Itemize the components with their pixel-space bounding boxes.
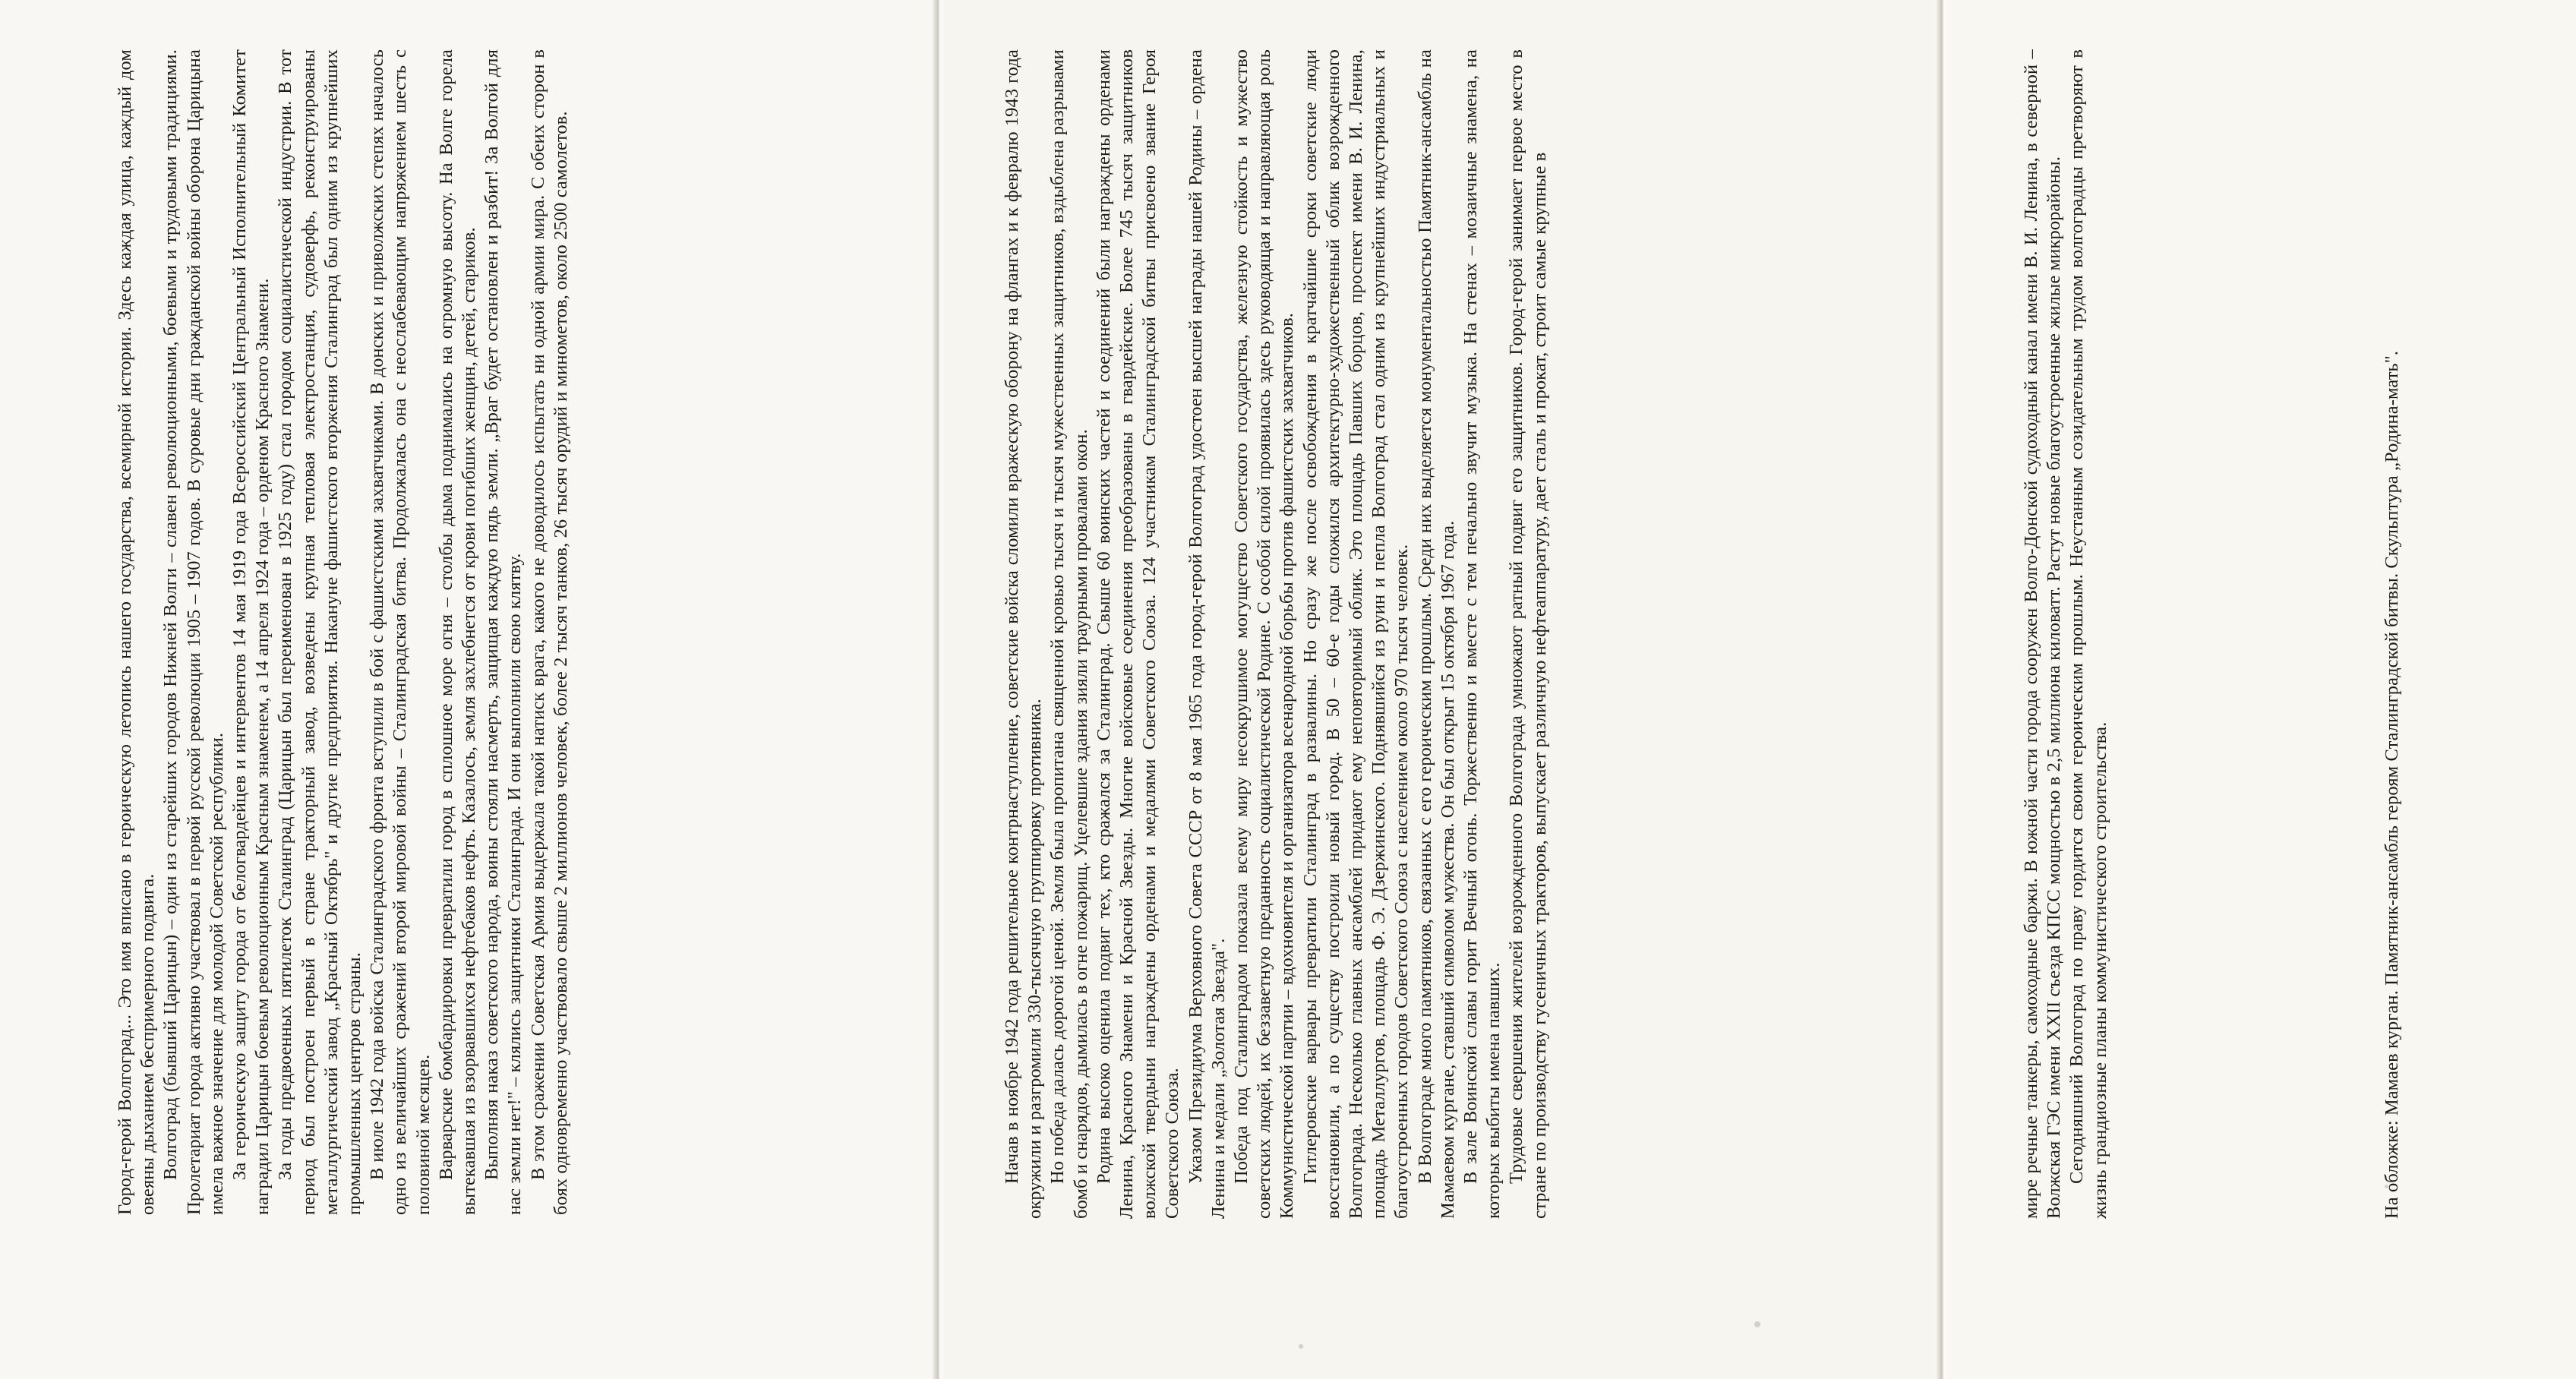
paragraph: Указом Президиума Верховного Совета СССР от 8 мая 1965 года город-герой Волгоград удостоен высшей награды нашей Родины – ордена Ленина и медали „Золотая Звезда".: [1185, 49, 1229, 1219]
paragraph: Варварские бомбардировки превратили город в сплошное море огня – столбы дыма поднимались на огромную высоту. На Волге горела вытекавшая из взорвавшихся нефтебаков нефть. Казалось, земля захлебнется от крови погибших женщин, детей, стариков.: [435, 49, 480, 1215]
paragraph: В зале Воинской славы горит Вечный огонь. Торжественно и вместе с тем печально звучит музыка. На стенах – мозаичные знамена, на которых выбиты имена павших.: [1460, 49, 1504, 1219]
fold-crease-right: [1936, 0, 1949, 1379]
paper-speck: [2385, 1185, 2388, 1188]
paragraph: Сегодняшний Волгоград по праву гордится своим героическим прошлым. Неустанным созидательным трудом волгоградцы претворяют в жизнь грандиозные планы коммунистического строительства.: [2066, 49, 2110, 1219]
caption-text: На обложке: Мамаев курган. Памятник-ансамбль героям Сталинградской битвы. Скульптура „Родина-мать".: [2382, 350, 2402, 1219]
paragraph: Родина высоко оценила подвиг тех, кто сражался за Сталинград. Свыше 60 воинских частей и соединений были награждены орденами Ленина, Красного Знамени и Красной Звезды. Многие войсковые соединения преобразованы в гвардейские. Более 745 тысяч защитников волжской твердыни награждены орденами и медалями Советского Союза. 124 участникам Сталинградской битвы присвоено звание Героя Советского Союза.: [1093, 49, 1183, 1219]
paragraph: Победа под Сталинградом показала всему миру несокрушимое могущество Советского государства, железную стойкость и мужество советских людей, их беззаветную преданность социалистической Родине. С особой силой проявилась здесь руководящая и направляющая роль Коммунистической партии – вдохновителя и организатора всенародной борьбы против фашистских захватчиков.: [1231, 49, 1298, 1219]
paper-speck: [1754, 1321, 1760, 1327]
paragraph: Трудовые свершения жителей возрожденного Волгограда умножают ратный подвиг его защитников. Город-герой занимает первое место в стране по производству гусеничных тракторов, выпускает различную нефтеаппаратуру, дает сталь и прокат, строит самые крупные в: [1506, 49, 1550, 1219]
cover-caption: [2381, 49, 2404, 1219]
text-column-middle: [1001, 49, 1552, 1219]
text-column-left: [114, 49, 573, 1215]
paragraph: Выполняя наказ советского народа, воины стояли насмерть, защищая каждую пядь земли. „Враг будет остановлен и разбит! За Волгой для нас земли нет!" – клялись защитники Сталинграда. И они выполнили свою клятву.: [481, 49, 526, 1215]
paragraph: Начав в ноябре 1942 года решительное контрнаступление, советские войска сломили вражескую оборону на флангах и к февралю 1943 года окружили и разгромили 330-тысячную группировку противника.: [1002, 49, 1046, 1219]
paragraph: Но победа далась дорогой ценой. Земля была пропитана священной кровью тысяч и тысяч мужественных защитников, вздыблена разрывами бомб и снарядов, дымилась в огне пожарищ. Уцелевшие здания зияли траурными провалами окон.: [1047, 49, 1091, 1219]
fold-crease-left: [932, 0, 945, 1379]
paragraph: За годы предвоенных пятилеток Сталинград (Царицын был переименован в 1925 году) стал городом социалистической индустрии. В тот период был построен первый в стране тракторный завод, возведены крупная тепловая электростанция, судоверфь, реконструированы металлургический завод „Красный Октябрь" и другие предприятия. Накануне фашистского вторжения Сталинград был одним из крупнейших промышленных центров страны.: [275, 49, 365, 1215]
text-column-right: [2020, 49, 2112, 1219]
paragraph: За героическую защиту города от белогвардейцев и интервентов 14 мая 1919 года Всероссийский Центральный Исполнительный Комитет наградил Царицын боевым революционным Красным знаменем, а 14 апреля 1924 года – орденом Красного Знамени.: [229, 49, 273, 1215]
paragraph: Город-герой Волгоград... Это имя вписано в героическую летопись нашего государства, всемирной истории. Здесь каждая улица, каждый дом овеяны дыханием беспримерного подвига.: [115, 49, 159, 1215]
paragraph: Гитлеровские варвары превратили Сталинград в развалины. Но сразу же после освобождения в кратчайшие сроки советские люди восстановили, а по существу построили новый город. В 50 – 60-е годы сложился архитектурно-художественный облик возрожденного Волгограда. Несколько главных ансамблей придают ему неповторимый облик. Это площадь Павших борцов, проспект имени В. И. Ленина, площадь Металлургов, площадь Ф. Э. Дзержинского. Поднявшийся из руин и пепла Волгоград стал одним из крупнейших индустриальных и благоустроенных городов Советского Союза с населением около 970 тысяч человек.: [1299, 49, 1413, 1219]
paragraph: Волгоград (бывший Царицын) – один из старейших городов Нижней Волги – славен революционными, боевыми и трудовыми традициями. Пролетариат города активно участвовал в первой русской революции 1905 – 1907 годов. В суровые дни гражданской войны оборона Царицына имела важное значение для молодой Советской республики.: [160, 49, 227, 1215]
paragraph: мире речные танкеры, самоходные баржи. В южной части города сооружен Волго-Донской судоходный канал имени В. И. Ленина, в северной – Волжская ГЭС имени XXII съезда КПСС мощностью в 2,5 миллиона киловатт. Растут новые благоустроенные жилые микрорайоны.: [2021, 49, 2065, 1219]
paragraph: В Волгограде много памятников, связанных с его героическим прошлым. Среди них выделяется монументальностью Памятник-ансамбль на Мамаевом кургане, ставший символом мужества. Он был открыт 15 октября 1967 года.: [1414, 49, 1458, 1219]
paragraph: В этом сражении Советская Армия выдержала такой натиск врага, какого не доводилось испытать ни одной армии мира. С обеих сторон в боях одновременно участвовало свыше 2 миллионов человек, более 2 тысяч танков, 26 тысяч орудий и минометов, около 2500 самолетов.: [527, 49, 571, 1215]
paragraph: В июле 1942 года войска Сталинградского фронта вступили в бой с фашистскими захватчиками. В донских и приволжских степях началось одно из величайших сражений второй мировой войны – Сталинградская битва. Продолжалась она с неослабевающим напряжением шесть с половиной месяцев.: [367, 49, 434, 1215]
paper-speck: [1299, 1344, 1303, 1349]
